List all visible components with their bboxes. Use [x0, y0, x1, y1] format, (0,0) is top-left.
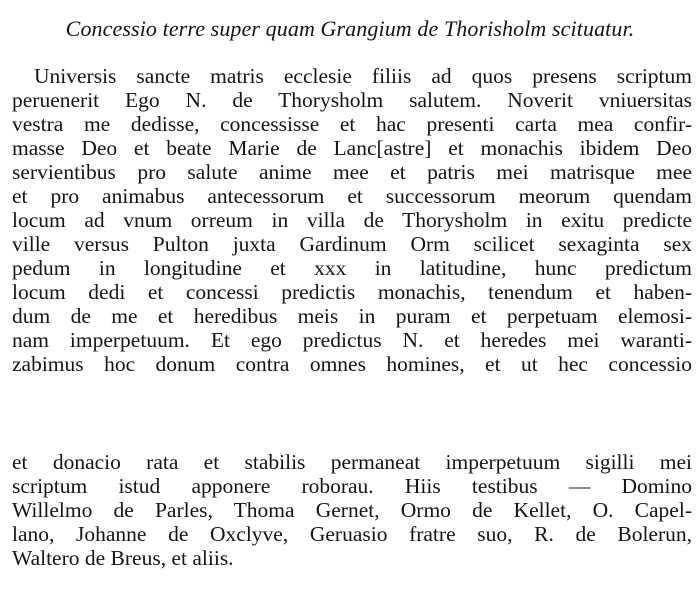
- text-line: Willelmo de Parles, Thoma Gernet, Ormo de Kellet, O. Capel-: [12, 498, 692, 522]
- text-line: pedum in longitudine et xxx in latitudine, hunc predictum: [12, 256, 692, 280]
- text-line: zabimus hoc donum contra omnes homines, et ut hec concessio: [12, 352, 692, 376]
- text-line: Waltero de Breus, et aliis.: [12, 546, 234, 570]
- text-line: ville versus Pulton juxta Gardinum Orm scilicet sexaginta sex: [12, 232, 692, 256]
- text-line: locum ad vnum orreum in villa de Thorysholm in exitu predicte: [12, 208, 692, 232]
- text-line: vestra me dedisse, concessisse et hac presenti carta mea confir-: [12, 112, 692, 136]
- charter-text-block-1: [12, 64, 692, 376]
- document-title: Concessio terre super quam Grangium de Thorisholm scituatur.: [65, 16, 635, 41]
- charter-text-block-2: [12, 450, 692, 570]
- text-line: masse Deo et beate Marie de Lanc[astre] et monachis ibidem Deo: [12, 136, 692, 160]
- text-line: dum de me et heredibus meis in puram et perpetuam elemosi-: [12, 304, 692, 328]
- text-line: servientibus pro salute anime mee et patris mei matrisque mee: [12, 160, 692, 184]
- text-line: et donacio rata et stabilis permaneat imperpetuum sigilli mei: [12, 450, 692, 474]
- text-line: Universis sancte matris ecclesie filiis ad quos presens scriptum: [34, 64, 692, 88]
- text-line: nam imperpetuum. Et ego predictus N. et heredes mei waranti-: [12, 328, 692, 352]
- text-line: et pro animabus antecessorum et successorum meorum quendam: [12, 184, 692, 208]
- text-line: lano, Johanne de Oxclyve, Geruasio fratre suo, R. de Bolerun,: [12, 522, 692, 546]
- text-line: scriptum istud apponere roborau. Hiis testibus — Domino: [12, 474, 692, 498]
- text-line: peruenerit Ego N. de Thorysholm salutem. Noverit vniuersitas: [12, 88, 692, 112]
- text-line: locum dedi et concessi predictis monachis, tenendum et haben-: [12, 280, 692, 304]
